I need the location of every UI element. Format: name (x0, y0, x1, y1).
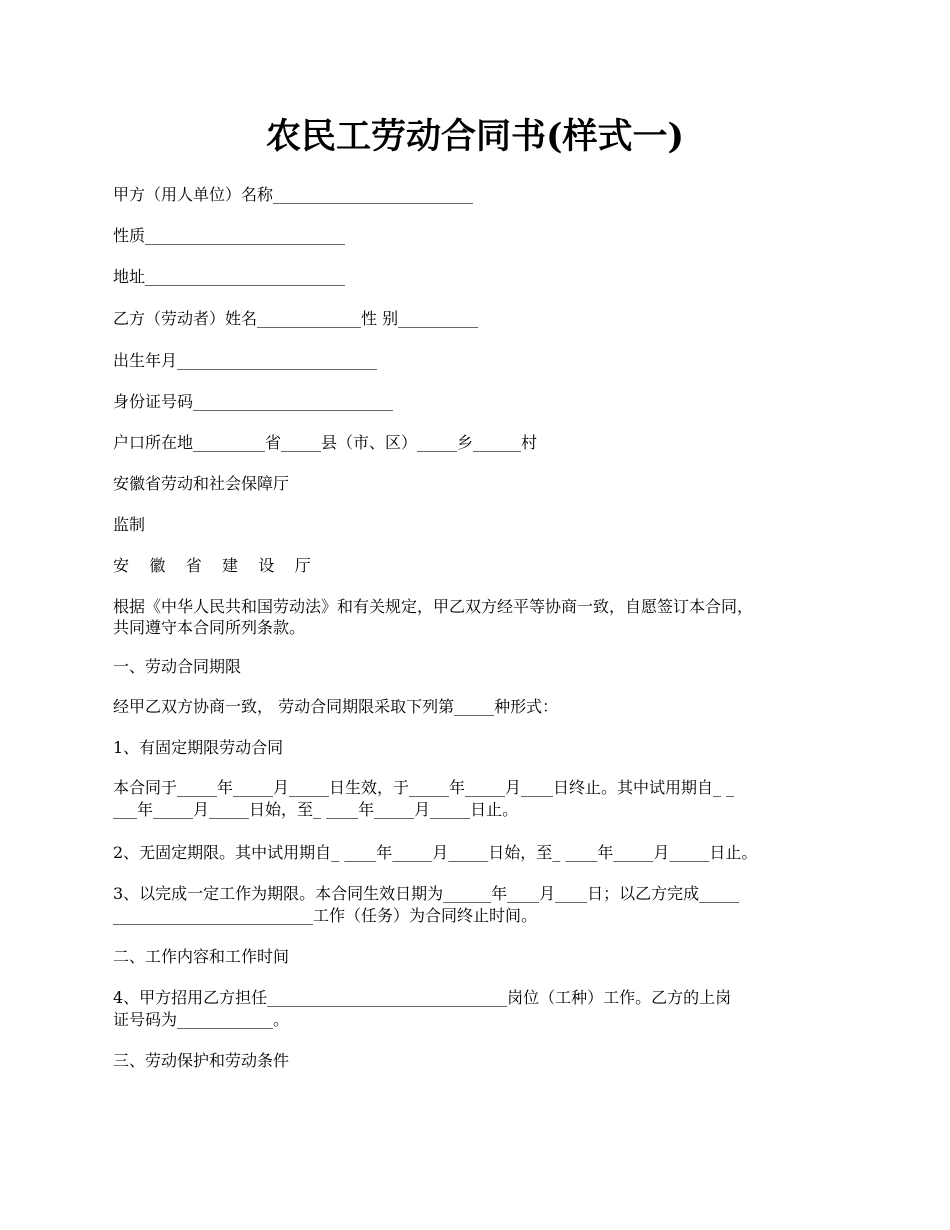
household-registration-line: 户口所在地_________省_____县（市、区）_____乡______村 (113, 433, 538, 452)
document-title: 农民工劳动合同书(样式一) (265, 116, 685, 157)
task-term-line-1: 3、以完成一定工作为期限。本合同生效日期为______年____月____日；以乙方完成_____ (113, 884, 740, 903)
job-position-line-2: 证号码为____________。 (113, 1010, 290, 1029)
id-number-line: 身份证号码_________________________ (113, 392, 394, 411)
section-3-heading: 三、劳动保护和劳动条件 (113, 1051, 290, 1070)
issuer-labor-department: 安徽省劳动和社会保障厅 (113, 474, 290, 493)
employer-nature-line: 性质_________________________ (113, 226, 346, 245)
fixed-term-line-1: 本合同于_____年_____月_____日生效，于_____年_____月____日终止。其中试用期自_ _ (113, 778, 735, 797)
employer-address-line: 地址_________________________ (113, 267, 346, 286)
employer-name-line: 甲方（用人单位）名称_________________________ (113, 185, 474, 204)
fixed-term-line-2: ___年_____月_____日始，至_ ____年_____月_____日止。 (113, 800, 519, 819)
contract-term-form-line: 经甲乙双方协商一致， 劳动合同期限采取下列第_____种形式： (113, 697, 559, 716)
preamble-line-1: 根据《中华人民共和国劳动法》和有关规定，甲乙双方经平等协商一致，自愿签订本合同， (113, 597, 754, 616)
job-position-line-1: 4、甲方招用乙方担任______________________________岗位（工种）工作。乙方的上岗 (113, 988, 732, 1007)
supervision-label: 监制 (113, 515, 146, 534)
open-term-line: 2、无固定期限。其中试用期自_ ____年_____月_____日始，至_ ____年_____月_____日止。 (113, 843, 758, 862)
issuer-construction-department: 安 徽 省 建 设 厅 (113, 556, 311, 575)
birth-date-line: 出生年月_________________________ (113, 351, 378, 370)
fixed-term-heading: 1、有固定期限劳动合同 (113, 738, 284, 757)
preamble-line-2: 共同遵守本合同所列条款。 (113, 618, 306, 637)
section-1-heading: 一、劳动合同期限 (113, 657, 242, 676)
worker-name-gender-line: 乙方（劳动者）姓名_____________性 别__________ (113, 309, 479, 328)
task-term-line-2: _________________________工作（任务）为合同终止时间。 (113, 906, 538, 925)
section-2-heading: 二、工作内容和工作时间 (113, 947, 290, 966)
